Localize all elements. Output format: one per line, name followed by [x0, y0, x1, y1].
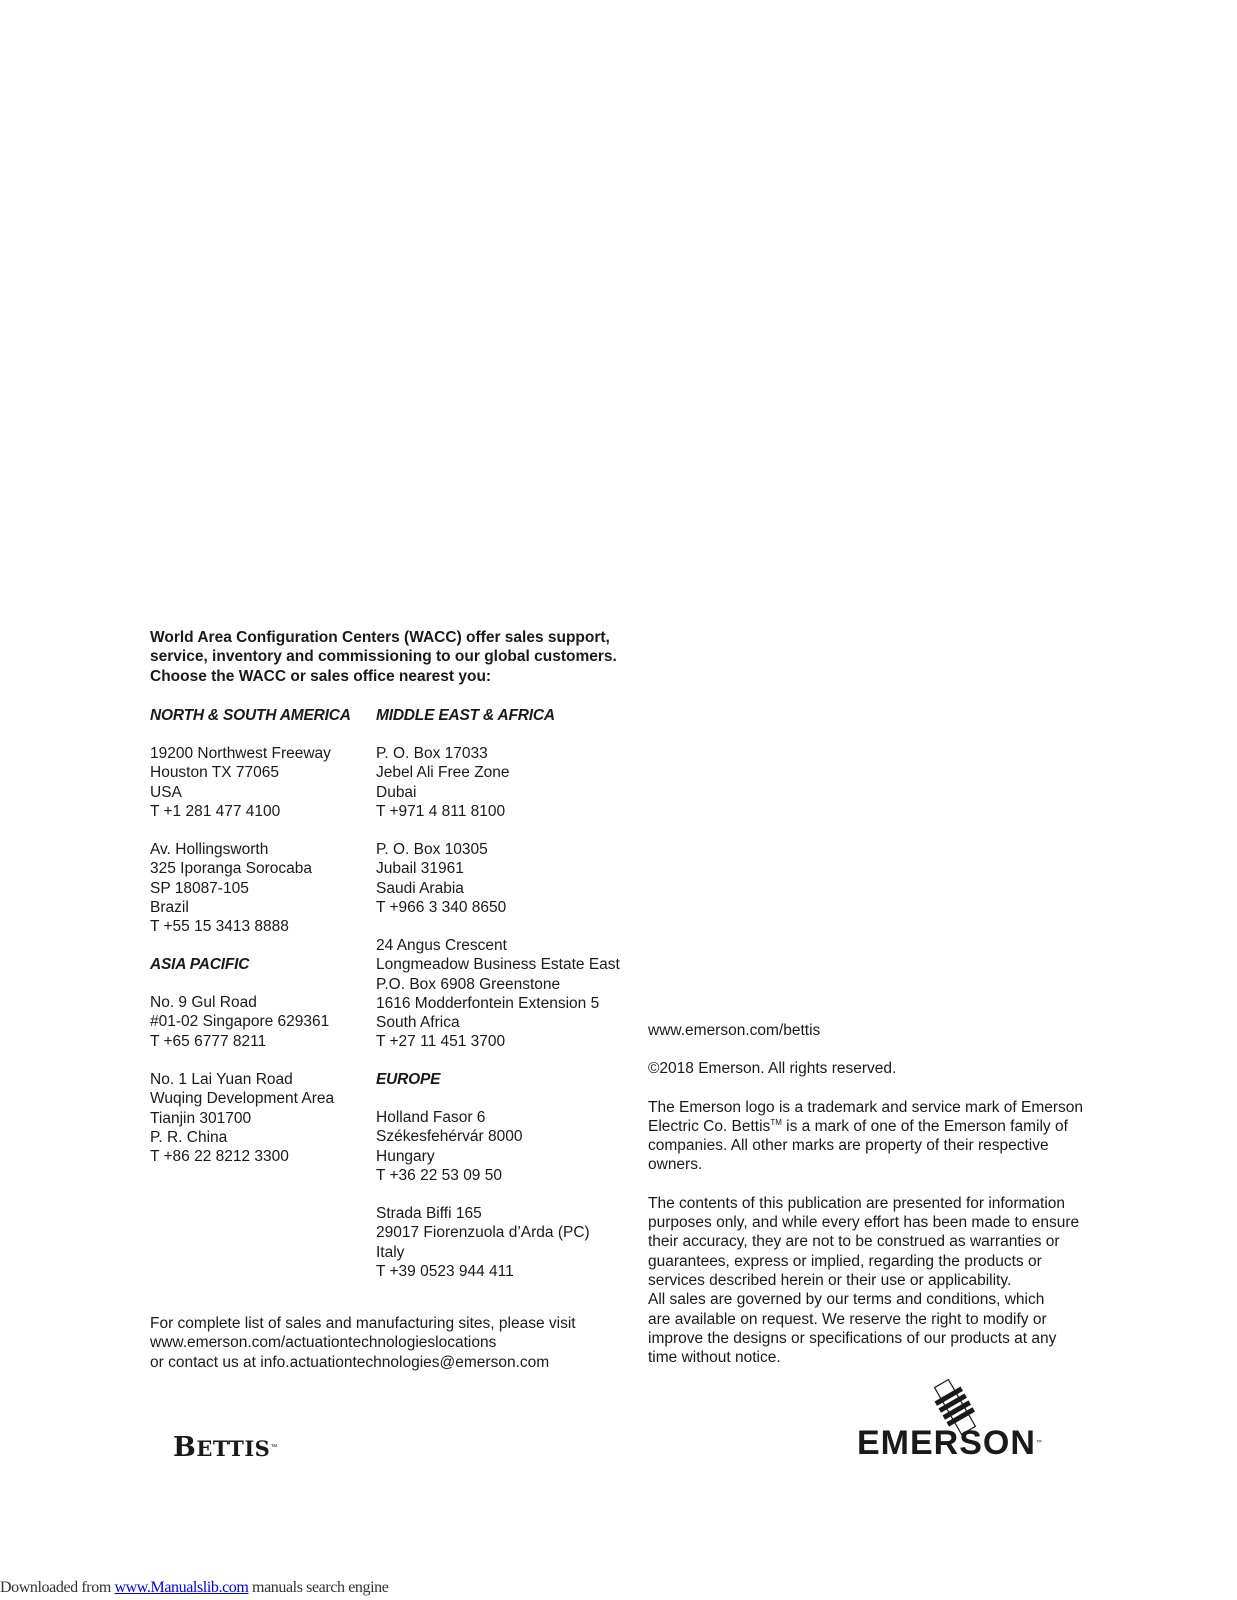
emerson-name: EMERSON: [857, 1424, 1036, 1462]
intro-line: World Area Configuration Centers (WACC) offer sales support,: [150, 629, 610, 646]
address-line: 19200 Northwest Freeway: [150, 745, 331, 762]
address-line: 29017 Fiorenzuola d’Arda (PC): [376, 1224, 590, 1242]
address-line: South Africa: [376, 1014, 460, 1032]
address-line: Wuqing Development Area: [150, 1090, 335, 1108]
address-line: SP 18087-105: [150, 879, 249, 897]
phone-line: T +971 4 811 8100: [376, 802, 506, 820]
address-line: Longmeadow Business Estate East: [376, 956, 620, 974]
address-line: Jebel Ali Free Zone: [376, 764, 510, 782]
bettis-wordmark: [173, 1432, 278, 1463]
download-prefix: Downloaded from: [0, 1579, 115, 1596]
legal-column: [648, 1021, 1108, 1367]
trademark-line: [648, 1117, 1108, 1136]
address-line: Székesfehérvár 8000: [376, 1128, 523, 1146]
bettis-trademark: ™: [270, 1444, 278, 1451]
disclaimer-line: their accuracy, they are not to be construed as warranties or: [648, 1233, 1060, 1251]
address-line: Av. Hollingsworth: [150, 841, 269, 858]
address-line: P. O. Box 17033: [376, 745, 488, 762]
disclaimer-line: purposes only, and while every effort has been made to ensure: [648, 1214, 1080, 1232]
intro-line: service, inventory and commissioning to our global customers.: [150, 648, 617, 666]
trademark-segment: is a mark of one of the Emerson family of: [781, 1117, 1068, 1135]
address-line: P. O. Box 10305: [376, 841, 488, 858]
region-heading-asia-pacific: ASIA PACIFIC: [150, 956, 250, 973]
trademark-line: owners.: [648, 1156, 703, 1174]
phone-line: T +966 3 340 8650: [376, 898, 507, 916]
address-line: 24 Angus Crescent: [376, 937, 507, 954]
address-line: P. R. China: [150, 1128, 228, 1146]
address-line: No. 9 Gul Road: [150, 994, 257, 1011]
disclaimer-line: time without notice.: [648, 1349, 781, 1367]
sites-locations-link[interactable]: www.emerson.com/actuationtechnologieslocations: [150, 1334, 497, 1352]
trademark-text: [648, 1098, 1108, 1175]
website-link[interactable]: www.emerson.com/bettis: [648, 1022, 821, 1039]
copyright-text: ©2018 Emerson. All rights reserved.: [648, 1060, 897, 1078]
phone-line: T +36 22 53 09 50: [376, 1166, 502, 1184]
trademark-line: companies. All other marks are property of their respective: [648, 1137, 1049, 1155]
office-houston: [150, 744, 331, 821]
manualslib-link[interactable]: www.Manualslib.com: [114, 1579, 249, 1596]
disclaimer-line: All sales are governed by our terms and conditions, which: [648, 1291, 1045, 1309]
contact-email-line: or contact us at info.actuationtechnologies@emerson.com: [150, 1353, 550, 1371]
disclaimer-line: The contents of this publication are presented for information: [648, 1194, 1066, 1212]
emerson-wordmark: [857, 1424, 1042, 1462]
office-south-africa: [376, 936, 620, 1052]
bettis-logo: [173, 1432, 278, 1463]
intro-text: [150, 628, 630, 686]
region-heading-europe: EUROPE: [376, 1071, 441, 1088]
sites-info-line: For complete list of sales and manufacturing sites, please visit: [150, 1315, 576, 1332]
address-line: 325 Iporanga Sorocaba: [150, 860, 313, 878]
address-line: No. 1 Lai Yuan Road: [150, 1071, 293, 1088]
download-footer: [0, 1578, 388, 1597]
address-line: Brazil: [150, 898, 189, 916]
phone-line: T +39 0523 944 411: [376, 1262, 514, 1280]
region-heading-middle-east-africa: MIDDLE EAST & AFRICA: [376, 707, 555, 724]
address-line: 1616 Modderfontein Extension 5: [376, 994, 600, 1012]
intro-line: Choose the WACC or sales office nearest you:: [150, 667, 492, 685]
address-line: Italy: [376, 1243, 405, 1261]
office-saudi-arabia: [376, 840, 506, 917]
office-dubai: [376, 744, 510, 821]
trademark-segment: Electric Co. Bettis: [648, 1117, 771, 1135]
disclaimer-line: services described herein or their use or applicability.: [648, 1271, 1012, 1289]
office-brazil: [150, 840, 312, 936]
address-line: Houston TX 77065: [150, 764, 279, 782]
office-italy: [376, 1204, 590, 1281]
phone-line: T +55 15 3413 8888: [150, 918, 289, 936]
address-line: USA: [150, 783, 182, 801]
office-china: [150, 1070, 334, 1166]
download-suffix: manuals search engine: [248, 1579, 389, 1596]
address-line: Hungary: [376, 1147, 435, 1165]
address-line: P.O. Box 6908 Greenstone: [376, 975, 561, 993]
trademark-line: The Emerson logo is a trademark and service mark of Emerson: [648, 1098, 1084, 1116]
address-line: Tianjin 301700: [150, 1109, 252, 1127]
office-singapore: [150, 993, 329, 1051]
address-line: #01-02 Singapore 629361: [150, 1013, 330, 1031]
disclaimer-text: [648, 1194, 1108, 1368]
address-line: Holland Fasor 6: [376, 1109, 486, 1126]
bettis-rest: ETTIS: [196, 1436, 271, 1461]
trademark-symbol: TM: [770, 1117, 782, 1127]
phone-line: T +65 6777 8211: [150, 1032, 267, 1050]
address-line: Jubail 31961: [376, 860, 464, 878]
sites-info: [150, 1314, 576, 1372]
address-line: Strada Biffi 165: [376, 1205, 482, 1222]
phone-line: T +86 22 8212 3300: [150, 1148, 289, 1166]
region-heading-north-south-america: NORTH & SOUTH AMERICA: [150, 707, 351, 724]
office-hungary: [376, 1108, 522, 1185]
phone-line: T +1 281 477 4100: [150, 802, 281, 820]
address-line: Saudi Arabia: [376, 879, 464, 897]
emerson-trademark: ™: [1035, 1440, 1042, 1446]
disclaimer-line: improve the designs or specifications of our products at any: [648, 1329, 1057, 1347]
disclaimer-line: are available on request. We reserve the right to modify or: [648, 1310, 1047, 1328]
disclaimer-line: guarantees, express or implied, regarding the products or: [648, 1252, 1042, 1270]
address-line: Dubai: [376, 783, 417, 801]
phone-line: T +27 11 451 3700: [376, 1033, 506, 1051]
bettis-initial: B: [173, 1432, 197, 1463]
